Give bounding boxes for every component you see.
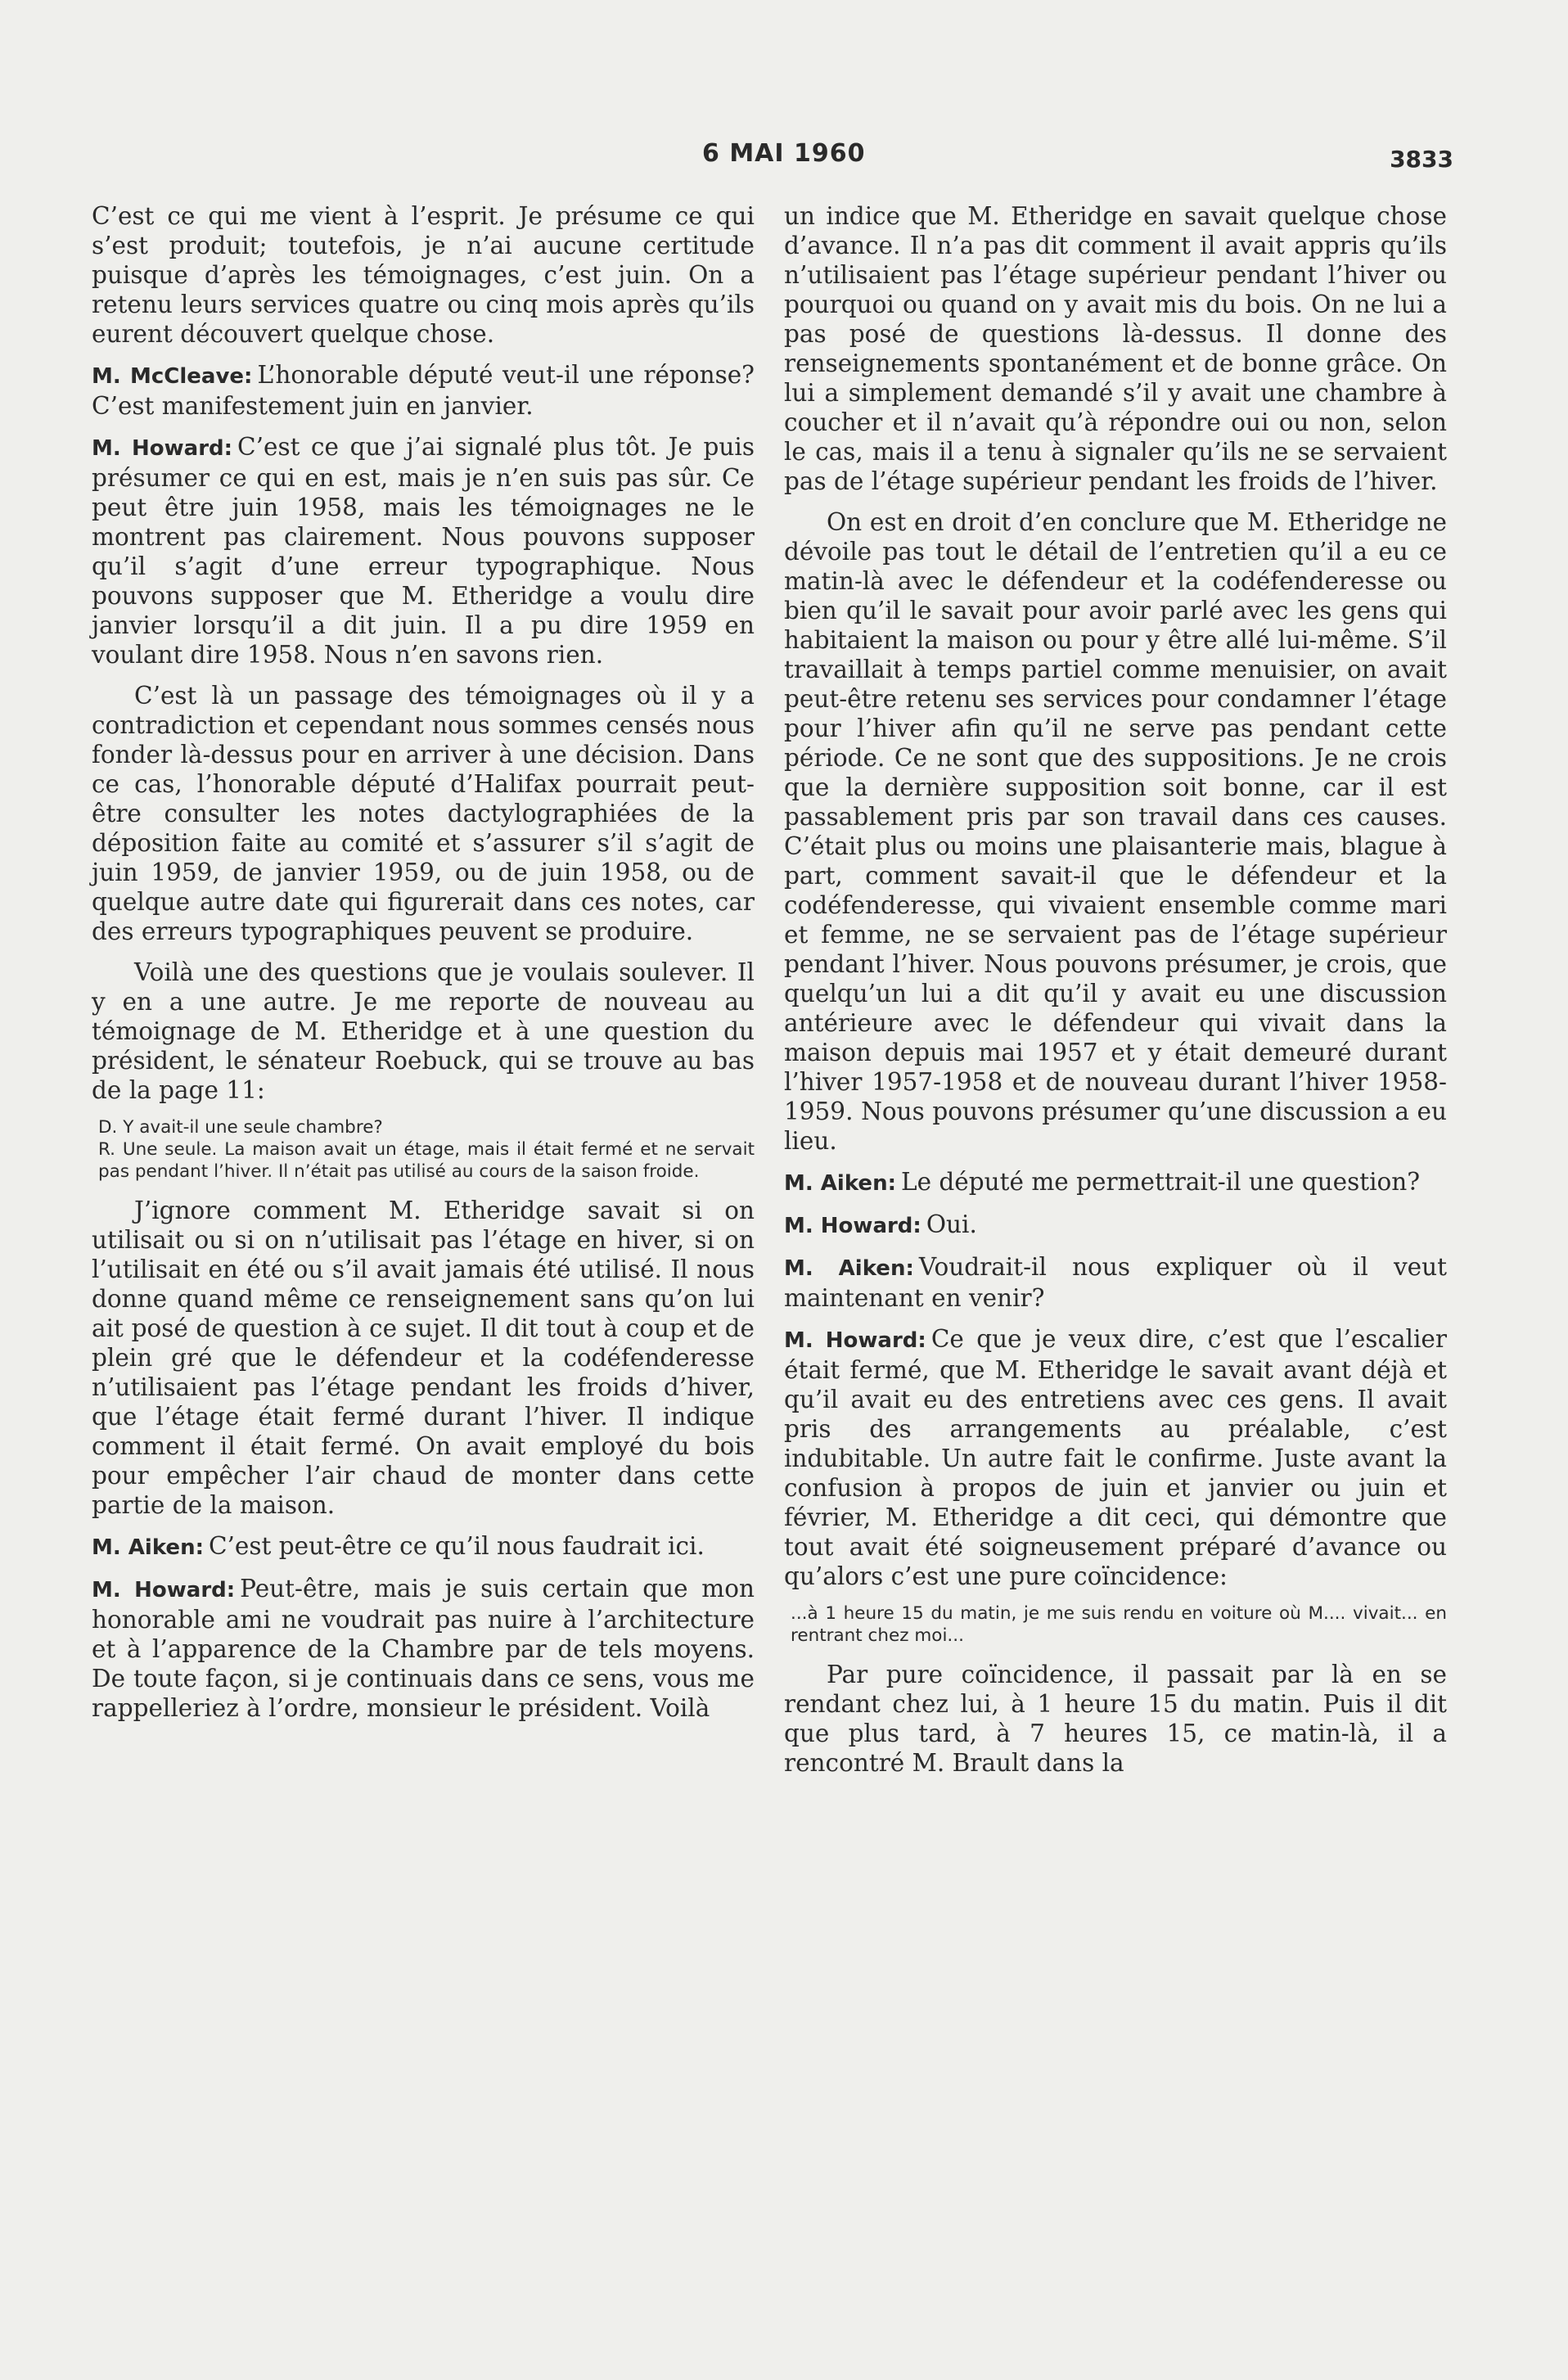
- speech-text: C’est ce que j’ai signalé plus tôt. Je puis présumer ce qui en est, mais je n’en suis pas sûr. Ce peut être juin 1958, mais les témoignages ne le montrent pas clairement. Nous pouvons supposer qu’il s’agit d’une erreur typographique. Nous pouvons supposer que M. Etheridge a voulu dire janvier lorsqu’il a dit juin. Il a pu dire 1959 en voulant dire 1958. Nous n’en savons rien.: [92, 433, 755, 669]
- speech-aiken: [784, 1167, 1447, 1198]
- speech-text: Le député me permettrait-il une question?: [900, 1168, 1421, 1196]
- quote-answer: R. Une seule. La maison avait un étage, mais il était fermé et ne servait pas pendant l’hiver. Il n’était pas utilisé au cours de la saison froide.: [98, 1139, 755, 1182]
- page-header-date: 6 MAI 1960: [702, 139, 866, 168]
- speech-text: Oui.: [926, 1210, 977, 1238]
- speaker-name: M. Howard:: [784, 1328, 926, 1353]
- speech-howard: [92, 432, 755, 669]
- speaker-name: M. McCleave:: [92, 364, 253, 389]
- paragraph: un indice que M. Etheridge en savait quelque chose d’avance. Il n’a pas dit comment il avait appris qu’ils n’utilisaient pas l’étage supérieur pendant l’hiver ou pourquoi ou quand on y avait mis du bois. On ne lui a pas posé de questions là-dessus. Il donne des renseignements spontanément et de bonne grâce. On lui a simplement demandé s’il y avait une chambre à coucher et il n’avait qu’à répondre oui ou non, selon le cas, mais il a tenu à signaler qu’ils ne se servaient pas de l’étage supérieur pendant les froids de l’hiver.: [784, 202, 1447, 495]
- speaker-name: M. Aiken:: [92, 1535, 204, 1560]
- speech-aiken: [92, 1531, 755, 1562]
- paragraph: Par pure coïncidence, il passait par là en se rendant chez lui, à 1 heure 15 du matin. Puis il dit que plus tard, à 7 heures 15, ce matin-là, il a rencontré M. Brault dans la: [784, 1661, 1447, 1777]
- testimony-quote: [784, 1602, 1447, 1647]
- speech-text: L’honorable député veut-il une réponse? C’est manifestement juin en janvier.: [92, 361, 755, 420]
- speaker-name: M. Howard:: [92, 1578, 236, 1602]
- paragraph: C’est ce qui me vient à l’esprit. Je présume ce qui s’est produit; toutefois, je n’ai aucune certitude puisque d’après les témoignages, c’est juin. On a retenu leurs services quatre ou cinq mois après qu’ils eurent découvert quelque chose.: [92, 202, 755, 348]
- speech-text: Voudrait-il nous expliquer où il veut maintenant en venir?: [784, 1253, 1447, 1312]
- right-column: [784, 201, 1447, 1789]
- speech-text: Peut-être, mais je suis certain que mon honorable ami ne voudrait pas nuire à l’architecture et à l’apparence de la Chambre par de tels moyens. De toute façon, si je continuais dans ce sens, vous me rappelleriez à l’ordre, monsieur le président. Voilà: [92, 1575, 755, 1722]
- speech-howard: [784, 1324, 1447, 1591]
- speaker-name: M. Aiken:: [784, 1256, 914, 1281]
- left-column: [92, 201, 755, 1734]
- speech-howard: [92, 1574, 755, 1723]
- speaker-name: M. Aiken:: [784, 1171, 896, 1196]
- paragraph: Voilà une des questions que je voulais soulever. Il y en a une autre. Je me reporte de nouveau au témoignage de M. Etheridge et à une question du président, le sénateur Roebuck, qui se trouve au bas de la page 11:: [92, 958, 755, 1104]
- speech-mccleave: [92, 360, 755, 421]
- quote-text: ...à 1 heure 15 du matin, je me suis rendu en voiture où M.... vivait... en rentrant chez moi...: [791, 1603, 1447, 1646]
- speaker-name: M. Howard:: [92, 436, 233, 461]
- paragraph: J’ignore comment M. Etheridge savait si on utilisait ou si on n’utilisait pas l’étage en hiver, si on l’utilisait en été ou s’il avait jamais été utilisé. Il nous donne quand même ce renseignement sans qu’on lui ait posé de question à ce sujet. Il dit tout à coup et de plein gré que le défendeur et la codéfenderesse n’utilisaient pas l’étage pendant les froids d’hiver, que l’étage était fermé durant l’hiver. Il indique comment il était fermé. On avait employé du bois pour empêcher l’air chaud de monter dans cette partie de la maison.: [92, 1197, 755, 1519]
- speech-aiken: [784, 1252, 1447, 1313]
- paragraph: On est en droit d’en conclure que M. Etheridge ne dévoile pas tout le détail de l’entretien qu’il a eu ce matin-là avec le défendeur et la codéfenderesse ou bien qu’il le savait pour avoir parlé avec les gens qui habitaient la maison ou pour y être allé lui-même. S’il travaillait à temps partiel comme menuisier, on avait peut-être retenu ses services pour condamner l’étage pour l’hiver afin qu’il ne serve pas pendant cette période. Ce ne sont que des suppositions. Je ne crois que la dernière supposition soit bonne, car il est passablement pris par son travail dans ces causes. C’était plus ou moins une plaisanterie mais, blague à part, comment savait-il que le défendeur et la codéfenderesse, qui vivaient ensemble comme mari et femme, ne se servaient pas de l’étage supérieur pendant l’hiver. Nous pouvons présumer, je crois, que quelqu’un lui a dit qu’il y avait eu une discussion antérieure avec le défendeur qui vivait dans la maison depuis mai 1957 et y était demeuré durant l’hiver 1957-1958 et de nouveau durant l’hiver 1958-1959. Nous pouvons présumer qu’une discussion a eu lieu.: [784, 508, 1447, 1155]
- paragraph: C’est là un passage des témoignages où il y a contradiction et cependant nous sommes censés nous fonder là-dessus pour en arriver à une décision. Dans ce cas, l’honorable député d’Halifax pourrait peut-être consulter les notes dactylographiées de la déposition faite au comité et s’assurer s’il s’agit de juin 1959, de janvier 1959, ou de juin 1958, ou de quelque autre date qui figurerait dans ces notes, car des erreurs typographiques peuvent se produire.: [92, 682, 755, 945]
- testimony-quote: [92, 1116, 755, 1183]
- quote-question: D. Y avait-il une seule chambre?: [98, 1117, 383, 1138]
- speech-text: C’est peut-être ce qu’il nous faudrait ici.: [208, 1532, 705, 1560]
- speaker-name: M. Howard:: [784, 1214, 921, 1238]
- page-number: 3833: [1390, 146, 1453, 173]
- speech-text: Ce que je veux dire, c’est que l’escalier était fermé, que M. Etheridge le savait avant déjà et qu’il avait eu des entretiens avec ces gens. Il avait pris des arrangements au préalable, c’est indubitable. Un autre fait le confirme. Juste avant la confusion à propos de juin et janvier ou juin et février, M. Etheridge a dit ceci, qui démontre que tout avait été soigneusement préparé d’avance ou qu’alors c’est une pure coïncidence:: [784, 1325, 1447, 1590]
- speech-howard: [784, 1210, 1447, 1241]
